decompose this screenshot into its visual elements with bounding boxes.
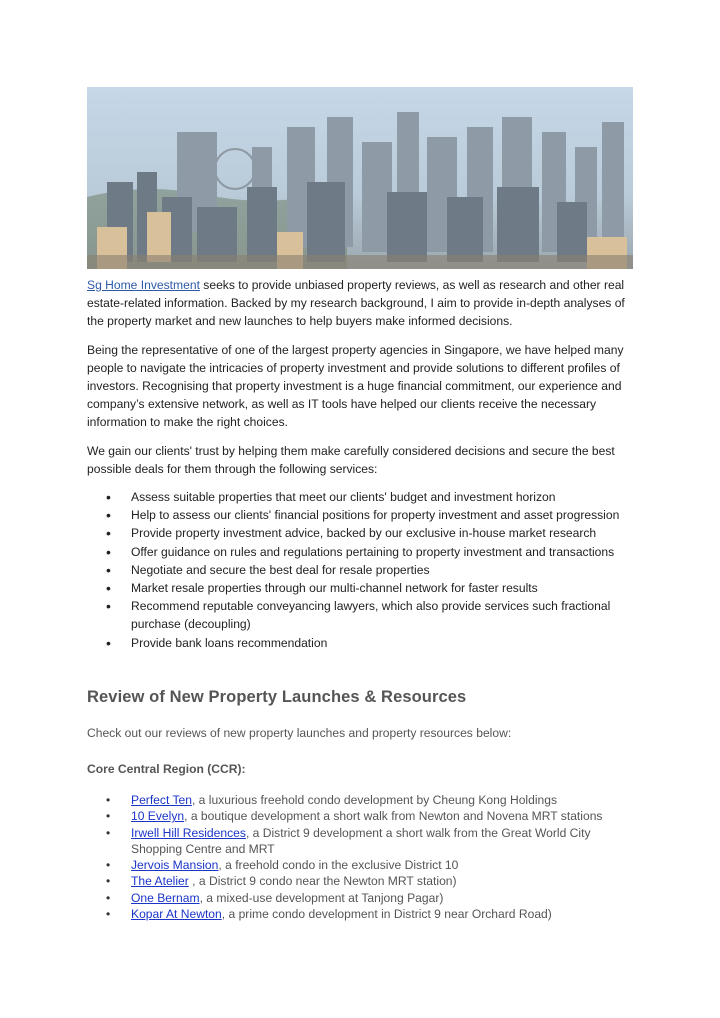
bullet-icon: • — [106, 580, 111, 597]
bullet-icon: • — [106, 489, 111, 506]
bullet-icon: • — [106, 907, 111, 922]
list-item: • Provide bank loans recommendation — [106, 634, 328, 651]
list-item: • Market resale properties through our multi-channel network for faster results — [106, 580, 538, 597]
irwell-hill-residences-link[interactable]: Irwell Hill Residences — [131, 825, 246, 840]
jervois-mansion-link[interactable]: Jervois Mansion — [131, 858, 219, 873]
intro-paragraph-2: Being the representative of one of the largest property agencies in Singapore, we have helped many people to navigate the intricacies of property investment and provide solutions to different profiles of investors. Recognising that property investment is a huge financial commitment, our experience and company’s extensive network, as well as IT tools have helped our clients receive the necessary information to make the right choices. — [87, 342, 624, 430]
bullet-icon: • — [106, 825, 111, 840]
ccr-list — [87, 792, 627, 922]
list-item: • Help to assess our clients' financial positions for property investment and asset progression — [106, 507, 620, 524]
list-item: • Irwell Hill Residences, a District 9 development a short walk from the Great World City Shopping Centre and MRT — [106, 825, 591, 856]
the-atelier-link[interactable]: The Atelier — [131, 874, 189, 889]
bullet-icon: • — [106, 543, 111, 560]
reviews-intro: Check out our reviews of new property launches and property resources below: — [87, 726, 512, 740]
bullet-icon: • — [106, 598, 111, 615]
section-title: Review of New Property Launches & Resources — [87, 688, 467, 706]
list-item: • The Atelier , a District 9 condo near the Newton MRT station) — [106, 874, 457, 889]
bullet-icon: • — [106, 858, 111, 873]
bullet-icon: • — [106, 561, 111, 578]
list-item: • Negotiate and secure the best deal for resale properties — [106, 561, 430, 578]
intro-paragraph-1 — [87, 276, 640, 331]
bullet-icon: • — [106, 507, 111, 524]
10-evelyn-link[interactable]: 10 Evelyn — [131, 809, 185, 824]
list-item: • Jervois Mansion, a freehold condo in the exclusive District 10 — [106, 858, 459, 873]
one-bernam-link[interactable]: One Bernam — [131, 890, 200, 905]
bullet-icon: • — [106, 890, 111, 905]
list-item: • Provide property investment advice, backed by our exclusive in-house market research — [106, 525, 597, 542]
list-item: • Kopar At Newton, a prime condo development in District 9 near Orchard Road) — [106, 907, 552, 922]
list-item: • Recommend reputable conveyancing lawyers, which also provide services such fractional purchase (decoupling) — [106, 598, 611, 632]
bullet-icon: • — [106, 634, 111, 651]
bullet-icon: • — [106, 809, 111, 824]
bullet-icon: • — [106, 874, 111, 889]
sg-home-investment-link[interactable]: Sg Home Investment — [87, 278, 200, 292]
kopar-at-newton-link[interactable]: Kopar At Newton — [131, 907, 222, 922]
list-item: • Perfect Ten, a luxurious freehold condo development by Cheung Kong Holdings — [106, 793, 558, 807]
intro-paragraph-1-text: seeks to provide unbiased property reviews, as well as research and other real estate-related information. Backed by my research background, I aim to provide in-depth analyses of the property market and new launches to help buyers make informed decisions. — [87, 278, 625, 329]
about-section — [87, 276, 640, 652]
skyline-illustration — [87, 87, 633, 269]
list-item: • Assess suitable properties that meet our clients' budget and investment horizon — [106, 489, 556, 506]
region-heading: Core Central Region (CCR): — [87, 762, 246, 776]
intro-paragraph-3: We gain our clients' trust by helping them make carefully considered decisions and secure the best possible deals for them through the following services: — [87, 443, 615, 476]
list-item: • 10 Evelyn, a boutique development a short walk from Newton and Novena MRT stations — [106, 809, 603, 824]
bullet-icon: • — [106, 793, 111, 807]
hero-image — [87, 87, 633, 269]
perfect-ten-link[interactable]: Perfect Ten — [131, 793, 192, 807]
list-item: • One Bernam, a mixed-use development at Tanjong Pagar) — [106, 890, 444, 905]
services-list — [87, 488, 640, 652]
list-item: • Offer guidance on rules and regulations pertaining to property investment and transactions — [106, 543, 615, 560]
bullet-icon: • — [106, 525, 111, 542]
